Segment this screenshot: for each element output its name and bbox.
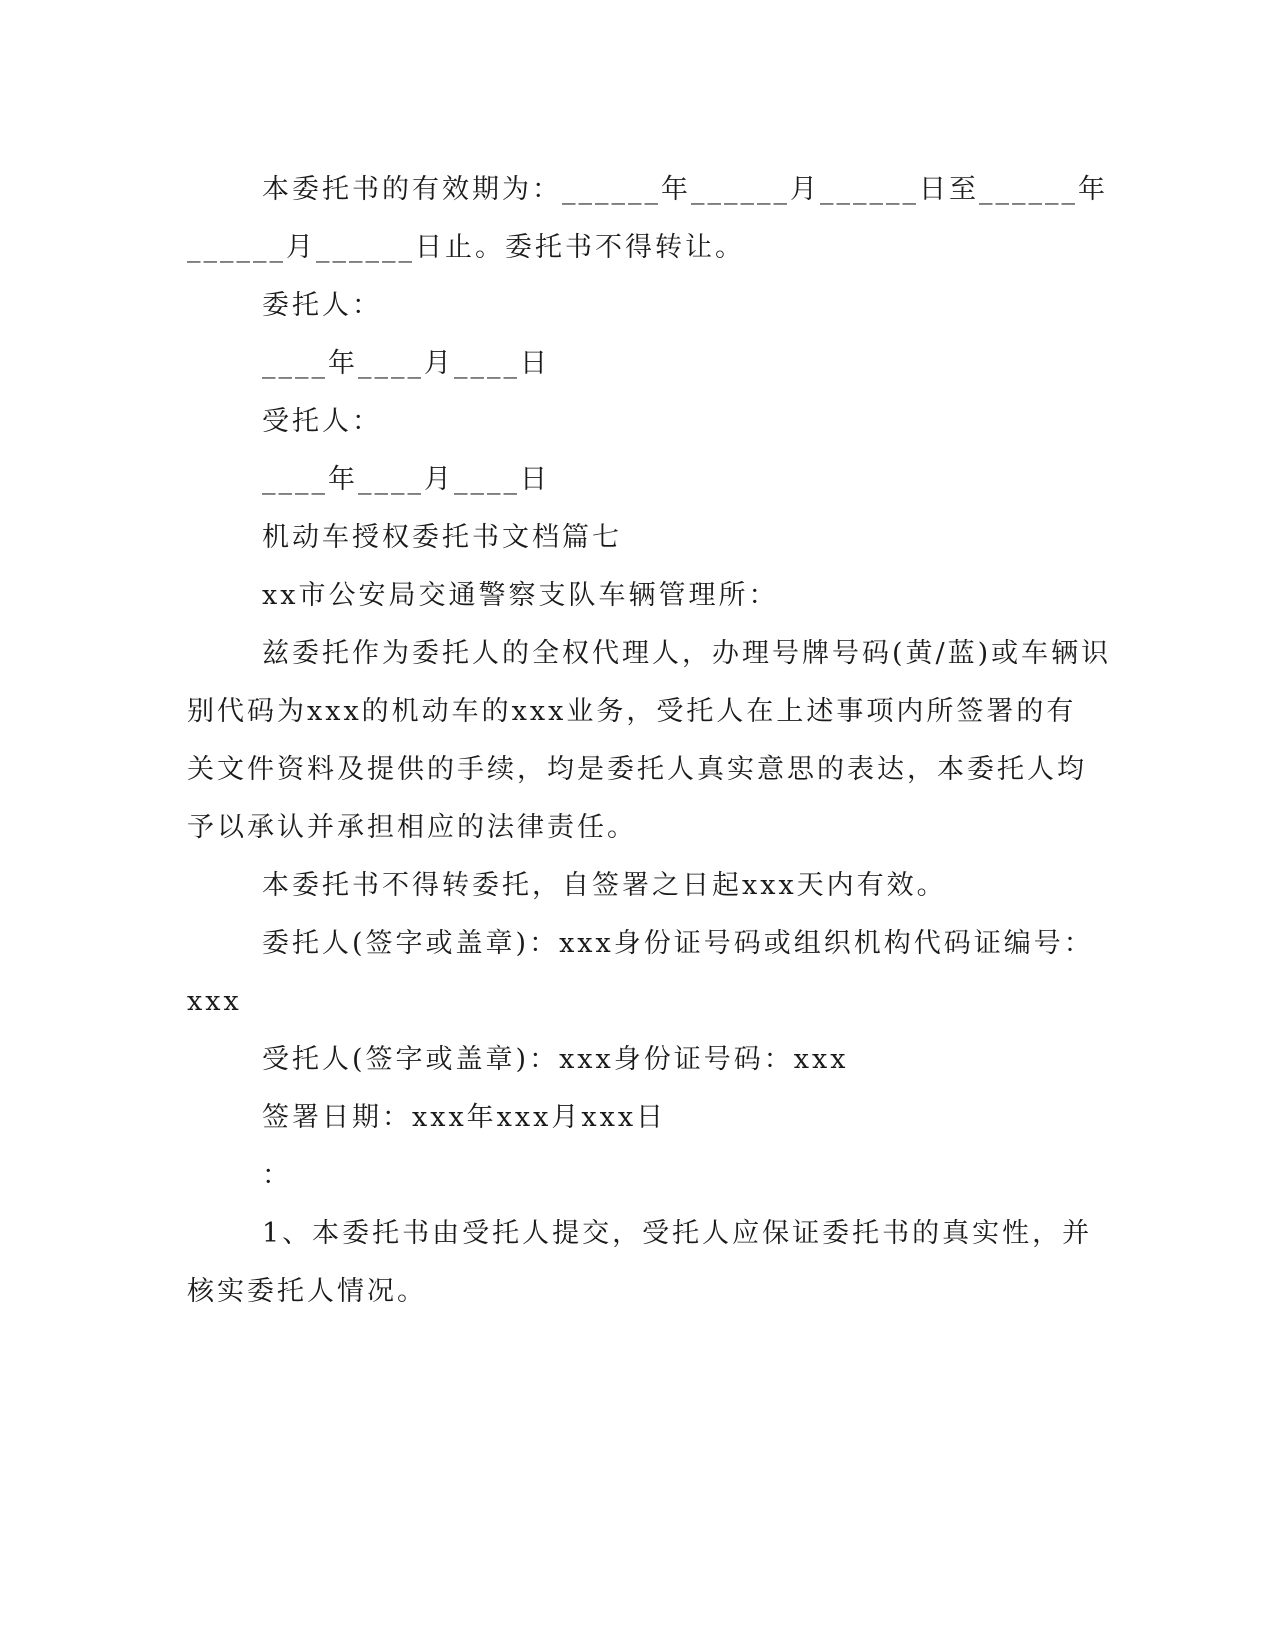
agent-signature-line: 受托人(签字或盖章)：xxx身份证号码：xxx (262, 1044, 849, 1075)
colon-line: ： (262, 1160, 292, 1191)
note-item-1-continued: 核实委托人情况。 (187, 1276, 427, 1307)
agent-date: ____年____月____日 (262, 464, 550, 495)
section-title: 机动车授权委托书文档篇七 (262, 522, 622, 553)
signing-date-line: 签署日期：xxx年xxx月xxx日 (262, 1102, 667, 1133)
principal-signature-line: 委托人(签字或盖章)：xxx身份证号码或组织机构代码证编号： (262, 928, 1094, 959)
body-paragraph-line: 予以承认并承担相应的法律责任。 (187, 812, 637, 843)
validity-period-continued: ______月______日止。委托书不得转让。 (187, 232, 745, 263)
principal-id-value: xxx (187, 986, 242, 1017)
note-item-1: 1、本委托书由受托人提交，受托人应保证委托书的真实性，并 (262, 1218, 1093, 1249)
addressee-line: xx市公安局交通警察支队车辆管理所： (262, 580, 779, 611)
body-paragraph-line: 关文件资料及提供的手续，均是委托人真实意思的表达，本委托人均 (187, 754, 1087, 785)
body-paragraph-line: 别代码为xxx的机动车的xxx业务，受托人在上述事项内所签署的有 (187, 696, 1077, 727)
body-paragraph-line: 兹委托作为委托人的全权代理人，办理号牌号码(黄/蓝)或车辆识 (262, 638, 1112, 669)
principal-date: ____年____月____日 (262, 348, 550, 379)
validity-period-line: 本委托书的有效期为：______年______月______日至______年 (262, 174, 1108, 205)
agent-label: 受托人： (262, 406, 382, 437)
principal-label: 委托人： (262, 290, 382, 321)
no-sub-delegation-line: 本委托书不得转委托，自签署之日起xxx天内有效。 (262, 870, 947, 901)
